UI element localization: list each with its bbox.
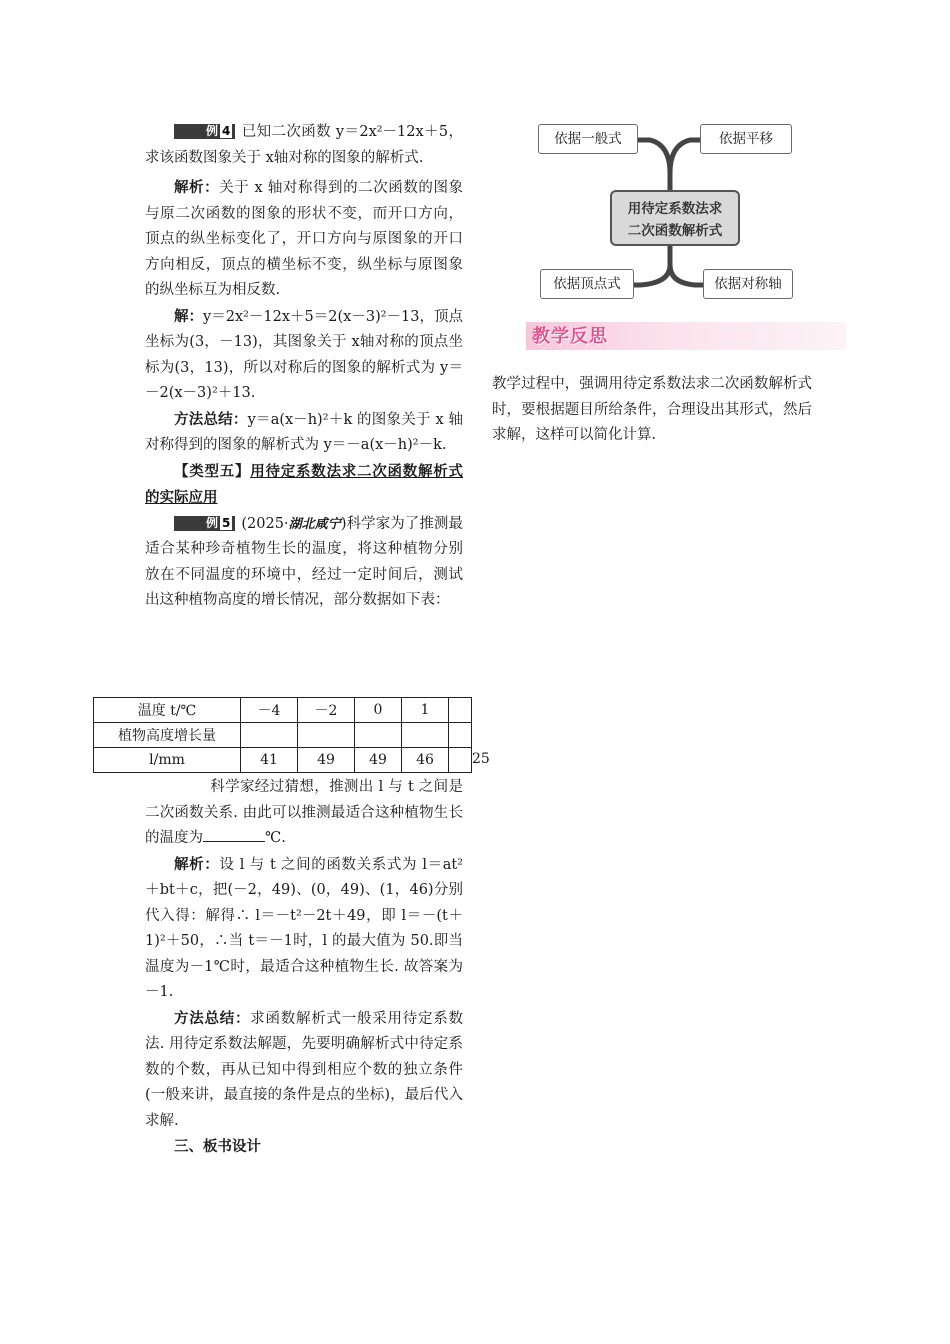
reflection-text: 教学过程中，强调用待定系数法求二次函数解析式时，要根据题目所给条件，合理设出其形式，然后求解，这样可以简化计算. bbox=[492, 376, 812, 443]
table-cell: －4 bbox=[241, 698, 298, 723]
answer-blank bbox=[203, 827, 265, 842]
example4-tag: 例 4 bbox=[174, 124, 235, 139]
table-cell bbox=[449, 748, 472, 773]
growth-table bbox=[93, 697, 472, 773]
example5-after-table: 科学家经过猜想，推测出 l 与 t 之间是二次函数关系. 由此可以推测最适合这种植物生长的温度为 ℃. bbox=[145, 779, 463, 846]
table-cell: 41 bbox=[241, 748, 298, 773]
table-cell bbox=[241, 723, 298, 748]
table-cell bbox=[449, 698, 472, 723]
page-number: 25 bbox=[472, 751, 490, 767]
table-row bbox=[94, 748, 472, 773]
table-row bbox=[94, 698, 472, 723]
table-cell: 49 bbox=[298, 748, 355, 773]
table-cell: 46 bbox=[402, 748, 449, 773]
example4-question: 例 4 已知二次函数 y＝2x²－12x＋5，求该函数图象关于 x轴对称的图象的解析式. bbox=[145, 124, 464, 166]
table-cell bbox=[298, 723, 355, 748]
example5-question: 例 5 (2025·湖北咸宁)科学家为了推测最适合某种珍奇植物生长的温度，将这种植物分别放在不同温度的环境中，经过一定时间后，测试出这种植物高度的增长情况，部分数据如下表： bbox=[145, 515, 463, 608]
table-row bbox=[94, 723, 472, 748]
example4-analysis: 解析：关于 x 轴对称得到的二次函数的图象与原二次函数的图象的形状不变，而开口方向，顶点的纵坐标变化了，开口方向与原图象的开口方向相反，顶点的横坐标不变，纵坐标与原图象的纵坐标互为相反数. bbox=[145, 179, 464, 298]
table-header-unit: l/mm bbox=[94, 748, 241, 773]
left-column bbox=[145, 120, 463, 614]
table-cell bbox=[402, 723, 449, 748]
reflection-banner: 教学反思 bbox=[526, 322, 846, 350]
mindmap-node-axis: 依据对称轴 bbox=[703, 269, 793, 299]
example5-tag: 例 5 bbox=[174, 516, 235, 531]
example5-method: 方法总结：求函数解析式一般采用待定系数法. 用待定系数法解题，先要明确解析式中待定系数的个数，再从已知中得到相应个数的独立条件(一般来讲，最直接的条件是点的坐标)，最后代入求解. bbox=[145, 1009, 463, 1129]
table-header-growth: 植物高度增长量 bbox=[94, 723, 241, 748]
table-cell: －2 bbox=[298, 698, 355, 723]
example4-method: 方法总结：y＝a(x－h)²＋k 的图象关于 x 轴对称得到的图象的解析式为 y＝－a(x－h)²－k. bbox=[145, 410, 463, 453]
mindmap-node-general-form: 依据一般式 bbox=[538, 124, 638, 154]
example4-solution: 解：y＝2x²－12x＋5＝2(x－3)²－13，顶点坐标为(3，－13)，其图象关于 x轴对称的顶点坐标为(3，13)，所以对称后的图象的解析式为 y＝－2(x－3)²＋13. bbox=[145, 307, 464, 401]
table-cell: 0 bbox=[355, 698, 402, 723]
mindmap-center: 用待定系数法求 二次函数解析式 bbox=[610, 190, 740, 246]
table-cell bbox=[355, 723, 402, 748]
table-header-temp: 温度 t/℃ bbox=[94, 698, 241, 723]
type5-heading: 【类型五】用待定系数法求二次函数解析式的实际应用 bbox=[145, 462, 463, 506]
mindmap-node-translation: 依据平移 bbox=[700, 124, 792, 154]
table-cell: 49 bbox=[355, 748, 402, 773]
table-cell: 1 bbox=[402, 698, 449, 723]
table-cell bbox=[449, 723, 472, 748]
section3-heading: 三、板书设计 bbox=[174, 1138, 261, 1155]
example5-analysis: 解析：设 l 与 t 之间的函数关系式为 l＝at²＋bt＋c，把(－2，49)、(0，49)、(1，46)分别代入得：解得∴ l＝－t²－2t＋49，即 l＝－(t＋1)²＋50，∴当 t＝－1时，l 的最大值为 50.即当温度为－1℃时，最适合这种植物生长. 故答案为－1. bbox=[145, 855, 464, 1000]
mindmap-node-vertex-form: 依据顶点式 bbox=[540, 269, 634, 299]
left-column-lower bbox=[145, 775, 463, 1160]
